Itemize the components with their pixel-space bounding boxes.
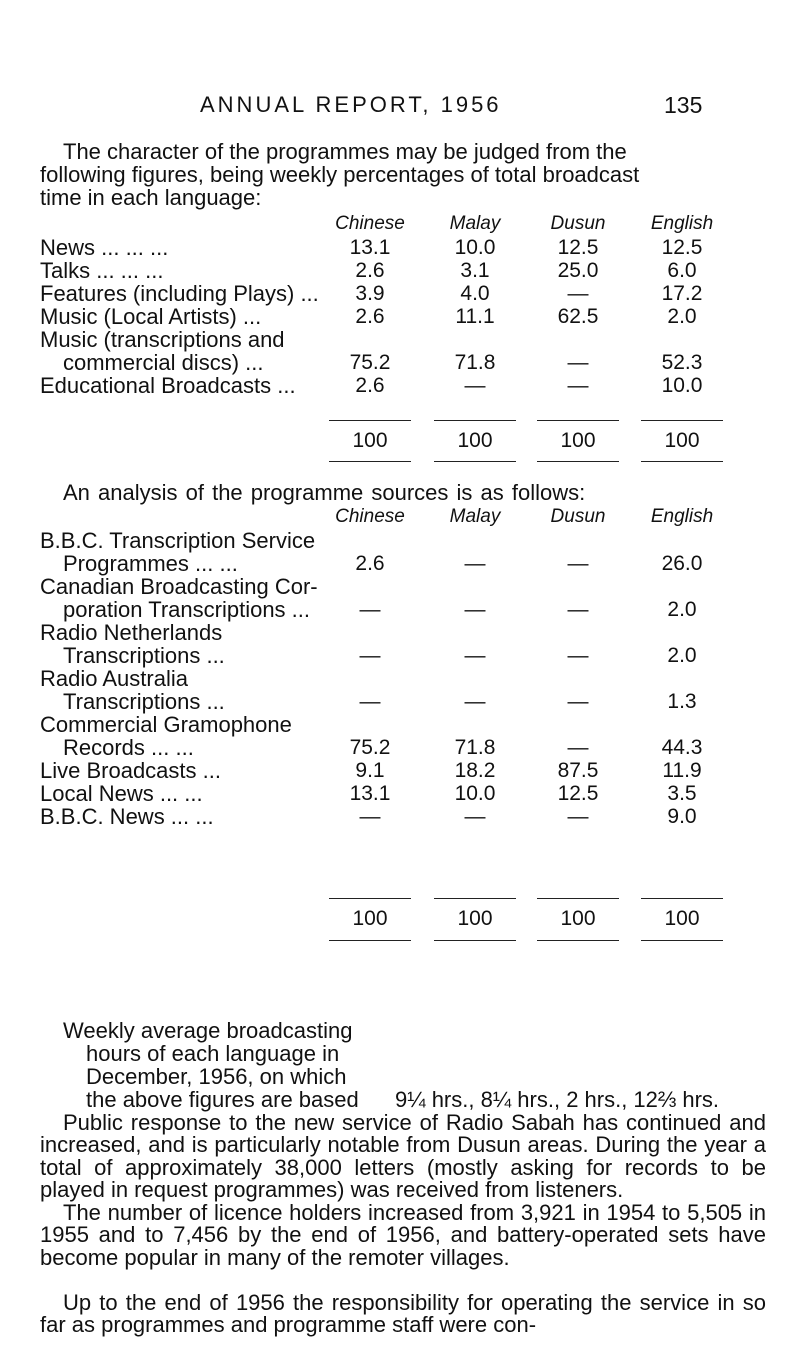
- row-label: poration Transcriptions ...: [63, 597, 311, 622]
- table-cell: 1.3: [667, 690, 697, 713]
- table-cell: 62.5: [557, 305, 599, 328]
- weekly-hours-label: hours of each language in: [86, 1041, 340, 1066]
- table-cell: 52.3: [661, 351, 703, 374]
- table-cell: —: [359, 598, 381, 621]
- table-cell: 75.2: [349, 351, 391, 374]
- row-label: Live Broadcasts ...: [40, 758, 221, 783]
- running-header: ANNUAL REPORT, 1956: [200, 92, 502, 117]
- paragraph-licence-holders: The number of licence holders increased from 3,921 in 1954 to 5,505 in 1955 and to 7,456 by the end of 1956, and battery-operated sets have become popular in many of the remoter villages.: [40, 1200, 766, 1270]
- table-cell: 12.5: [557, 782, 599, 805]
- table-cell: 6.0: [667, 259, 697, 282]
- column-header-dusun: Dusun: [550, 506, 606, 527]
- total-rule: [434, 461, 516, 462]
- total-cell: 100: [560, 429, 596, 452]
- row-label: Canadian Broadcasting Cor-: [40, 574, 318, 599]
- total-cell: 100: [664, 907, 700, 930]
- sum-rule: [329, 898, 411, 899]
- table-cell: —: [464, 644, 486, 667]
- row-label: Programmes ... ...: [63, 551, 238, 576]
- table-cell: 2.0: [667, 305, 697, 328]
- column-header-english: English: [650, 506, 714, 527]
- table-cell: —: [567, 644, 589, 667]
- paragraph-responsibility: Up to the end of 1956 the responsibility for operating the service in so far as programmes and programme staff were con-: [40, 1290, 766, 1338]
- page-number: 135: [664, 92, 703, 118]
- column-header-english: English: [650, 213, 714, 234]
- table-cell: —: [567, 552, 589, 575]
- total-cell: 100: [352, 907, 388, 930]
- column-header-malay: Malay: [449, 506, 501, 527]
- table-cell: —: [567, 736, 589, 759]
- intro-line: The character of the programmes may be judged from the: [63, 139, 627, 164]
- table-cell: —: [464, 598, 486, 621]
- table-cell: 13.1: [349, 236, 391, 259]
- row-label: Music (Local Artists) ...: [40, 304, 262, 329]
- table-cell: 2.0: [667, 644, 697, 667]
- table-cell: —: [359, 644, 381, 667]
- table-cell: 3.9: [355, 282, 385, 305]
- table-cell: 2.6: [355, 552, 385, 575]
- table-cell: 2.6: [355, 259, 385, 282]
- table-cell: 26.0: [661, 552, 703, 575]
- table-cell: —: [359, 690, 381, 713]
- total-rule: [537, 461, 619, 462]
- table-cell: 18.2: [454, 759, 496, 782]
- intro-line: following figures, being weekly percentages of total broadcast: [40, 162, 640, 187]
- row-label: Radio Australia: [40, 666, 188, 691]
- table-cell: —: [464, 690, 486, 713]
- table-cell: 10.0: [454, 782, 496, 805]
- table-cell: —: [359, 805, 381, 828]
- total-cell: 100: [560, 907, 596, 930]
- paragraph-public-response: Public response to the new service of Radio Sabah has continued and increased, and is particularly notable from Dusun areas. During the year a total of approximately 38,000 letters (mostly asking for records to be played in request programmes) was received from listeners.: [40, 1110, 766, 1203]
- table-cell: —: [567, 805, 589, 828]
- table-cell: —: [464, 552, 486, 575]
- table-cell: 17.2: [661, 282, 703, 305]
- table-cell: 3.1: [460, 259, 490, 282]
- table-cell: 4.0: [460, 282, 490, 305]
- row-label: Commercial Gramophone: [40, 712, 292, 737]
- table-cell: —: [464, 805, 486, 828]
- total-rule: [329, 940, 411, 941]
- table-cell: 12.5: [661, 236, 703, 259]
- row-label: B.B.C. Transcription Service: [40, 528, 316, 553]
- row-label: Transcriptions ...: [63, 689, 225, 714]
- table-cell: —: [567, 282, 589, 305]
- row-label: Radio Netherlands: [40, 620, 223, 645]
- table-cell: 9.1: [355, 759, 385, 782]
- row-label: Music (transcriptions and: [40, 327, 285, 352]
- sum-rule: [537, 898, 619, 899]
- table-cell: —: [567, 690, 589, 713]
- row-label: Local News ... ...: [40, 781, 203, 806]
- row-label: Talks ... ... ...: [40, 258, 164, 283]
- column-header-chinese: Chinese: [335, 213, 405, 234]
- total-cell: 100: [457, 907, 493, 930]
- table-cell: 11.1: [455, 305, 495, 328]
- row-label: Records ... ...: [63, 735, 194, 760]
- table-cell: 87.5: [557, 759, 599, 782]
- table-cell: 9.0: [667, 805, 697, 828]
- sum-rule: [641, 420, 723, 421]
- table-cell: 2.6: [355, 305, 385, 328]
- table-cell: 12.5: [557, 236, 599, 259]
- table-cell: 10.0: [454, 236, 496, 259]
- sum-rule: [434, 898, 516, 899]
- intro-line: time in each language:: [40, 185, 262, 210]
- total-cell: 100: [664, 429, 700, 452]
- table-cell: —: [464, 374, 486, 397]
- sum-rule: [434, 420, 516, 421]
- sum-rule: [329, 420, 411, 421]
- table-cell: 44.3: [661, 736, 703, 759]
- total-rule: [641, 940, 723, 941]
- analysis-intro: An analysis of the programme sources is as follows:: [63, 480, 586, 505]
- table-cell: —: [567, 351, 589, 374]
- table-cell: 13.1: [349, 782, 391, 805]
- table-cell: 75.2: [349, 736, 391, 759]
- weekly-hours-label: Weekly average broadcasting: [63, 1018, 353, 1043]
- total-rule: [329, 461, 411, 462]
- weekly-hours-label: December, 1956, on which: [86, 1064, 347, 1089]
- total-rule: [537, 940, 619, 941]
- sum-rule: [641, 898, 723, 899]
- table-cell: 71.8: [454, 351, 496, 374]
- table-cell: —: [567, 598, 589, 621]
- table-cell: 3.5: [667, 782, 697, 805]
- total-rule: [641, 461, 723, 462]
- sum-rule: [537, 420, 619, 421]
- total-rule: [434, 940, 516, 941]
- table-cell: 2.6: [355, 374, 385, 397]
- total-cell: 100: [352, 429, 388, 452]
- column-header-chinese: Chinese: [335, 506, 405, 527]
- table-cell: 25.0: [557, 259, 599, 282]
- table-cell: 10.0: [661, 374, 703, 397]
- row-label: B.B.C. News ... ...: [40, 804, 214, 829]
- table-cell: —: [567, 374, 589, 397]
- column-header-malay: Malay: [449, 213, 501, 234]
- row-label: Transcriptions ...: [63, 643, 225, 668]
- row-label: Educational Broadcasts ...: [40, 373, 296, 398]
- column-header-dusun: Dusun: [550, 213, 606, 234]
- row-label: commercial discs) ...: [63, 350, 264, 375]
- weekly-hours-values: 9¼ hrs., 8¼ hrs., 2 hrs., 12⅔ hrs.: [395, 1087, 720, 1112]
- row-label: Features (including Plays) ...: [40, 281, 319, 306]
- table-cell: 71.8: [454, 736, 496, 759]
- weekly-hours-label: the above figures are based: [86, 1087, 359, 1112]
- table-cell: 11.9: [662, 759, 702, 782]
- table-cell: 2.0: [667, 598, 697, 621]
- row-label: News ... ... ...: [40, 235, 169, 260]
- total-cell: 100: [457, 429, 493, 452]
